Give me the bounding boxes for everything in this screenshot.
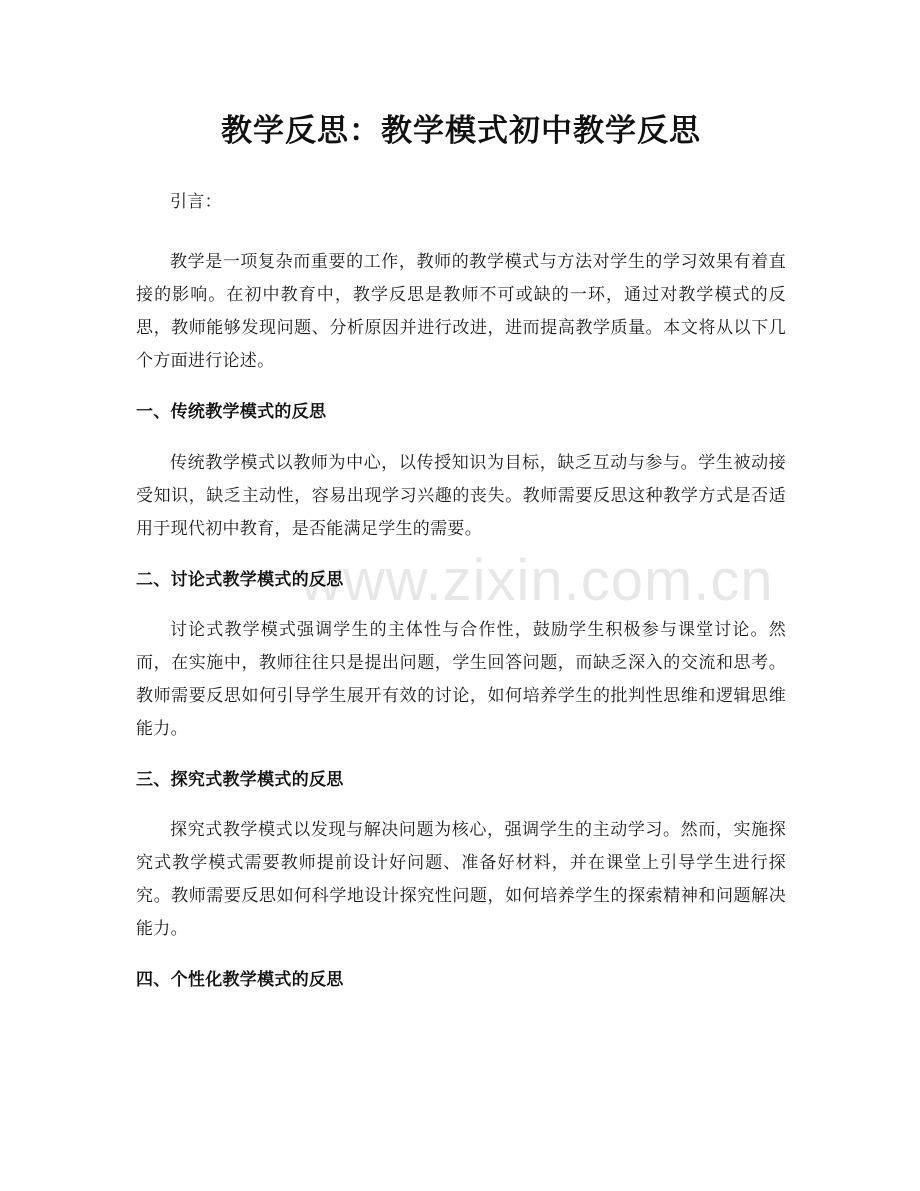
intro-paragraph: 教学是一项复杂而重要的工作，教师的教学模式与方法对学生的学习效果有着直接的影响。在初中教育中，教学反思是教师不可或缺的一环，通过对教学模式的反思，教师能够发现问题、分析原因并进行改进，进而提高教学质量。本文将从以下几个方面进行论述。 xyxy=(136,252,786,371)
watermark: www.zixin.com.cn xyxy=(300,548,774,613)
section-paragraph-discussion: 讨论式教学模式强调学生的主体性与合作性，鼓励学生积极参与课堂讨论。然而，在实施中，教师往往只是提出问题，学生回答问题，而缺乏深入的交流和思考。教师需要反思如何引导学生展开有效的讨论，如何培养学生的批判性思维和逻辑思维能力。 xyxy=(136,620,786,739)
section-heading-inquiry: 三、探究式教学模式的反思 xyxy=(136,770,344,790)
section-paragraph-traditional: 传统教学模式以教师为中心，以传授知识为目标，缺乏互动与参与。学生被动接受知识，缺乏主动性，容易出现学习兴趣的丧失。教师需要反思这种教学方式是否适用于现代初中教育，是否能满足学生的需要。 xyxy=(136,453,786,539)
section-heading-discussion: 二、讨论式教学模式的反思 xyxy=(136,570,344,590)
section-heading-traditional: 一、传统教学模式的反思 xyxy=(136,402,327,422)
document-title: 教学反思：教学模式初中教学反思 xyxy=(221,113,701,149)
section-paragraph-inquiry: 探究式教学模式以发现与解决问题为核心，强调学生的主动学习。然而，实施探究式教学模式需要教师提前设计好问题、准备好材料，并在课堂上引导学生进行探究。教师需要反思如何科学地设计探究性问题，如何培养学生的探索精神和问题解决能力。 xyxy=(136,820,786,939)
section-heading-personalized: 四、个性化教学模式的反思 xyxy=(136,970,344,990)
intro-label: 引言： xyxy=(170,192,222,212)
